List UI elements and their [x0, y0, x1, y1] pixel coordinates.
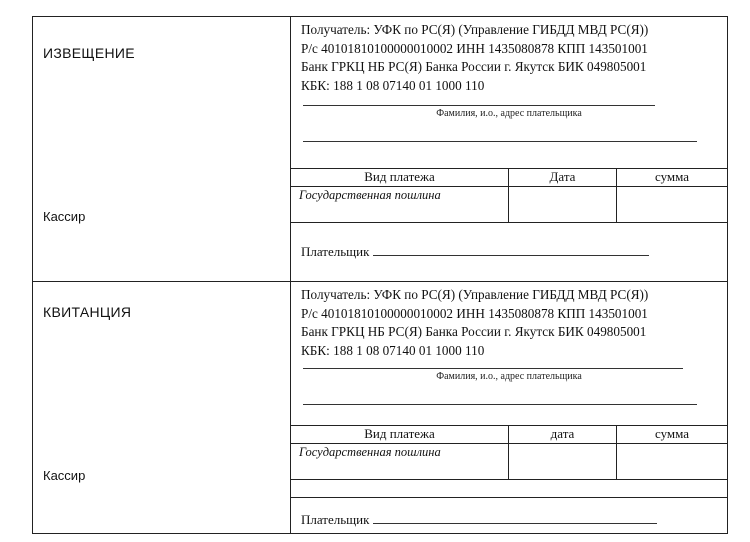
notice-sum-cell[interactable] [617, 187, 727, 222]
notice-payer-row [301, 243, 649, 260]
notice-payer-label: Плательщик [301, 244, 370, 259]
notice-cashier-label: Кассир [43, 209, 86, 224]
notice-recipient-details [301, 21, 648, 95]
notice-kbk-line: КБК: 188 1 08 07140 01 1000 110 [301, 77, 485, 93]
notice-account-line: Р/с 40101810100000010002 ИНН 1435080878 КПП 143501001 [301, 40, 648, 56]
notice-col-date: Дата [509, 169, 617, 186]
receipt-account-line: Р/с 40101810100000010002 ИНН 1435080878 КПП 143501001 [301, 305, 648, 321]
receipt-sum-cell[interactable] [617, 444, 727, 479]
receipt-recipient-line: Получатель: УФК по РС(Я) (Управление ГИБДД МВД РС(Я)) [301, 287, 649, 302]
receipt-payer-row [301, 511, 657, 528]
receipt-payment-type: Государственная пошлина [291, 444, 509, 479]
receipt-cashier-label: Кассир [43, 468, 86, 483]
receipt-col-date: дата [509, 426, 617, 443]
payment-form [32, 16, 728, 534]
receipt-payer-caption: Фамилия, и.о., адрес плательщика [436, 371, 582, 382]
notice-table-row [291, 187, 727, 222]
receipt-col-type: Вид платежа [291, 426, 509, 443]
notice-right-column [291, 17, 727, 281]
receipt-date-cell[interactable] [509, 444, 617, 479]
receipt-bank-line: Банк ГРКЦ НБ РС(Я) Банка России г. Якутск БИК 049805001 [301, 324, 647, 339]
receipt-col-sum: сумма [654, 426, 690, 441]
receipt-right-column [291, 282, 727, 534]
notice-section [33, 17, 727, 282]
notice-bank-line: Банк ГРКЦ НБ РС(Я) Банка России г. Якутск БИК 049805001 [301, 59, 647, 74]
notice-payer-name-line[interactable] [303, 105, 655, 106]
receipt-payer-address-line[interactable] [303, 404, 697, 405]
notice-col-sum: сумма [654, 169, 690, 184]
notice-left-column [33, 17, 291, 281]
notice-table-header [291, 169, 727, 187]
notice-title: ИЗВЕЩЕНИЕ [43, 45, 135, 61]
receipt-payment-table [291, 425, 727, 498]
receipt-table-row [291, 444, 727, 480]
notice-payment-table [291, 168, 727, 223]
notice-payment-type: Государственная пошлина [291, 187, 509, 222]
receipt-payer-label: Плательщик [301, 512, 370, 527]
receipt-kbk-line: КБК: 188 1 08 07140 01 1000 110 [301, 342, 485, 358]
notice-col-type: Вид платежа [291, 169, 509, 186]
notice-date-cell[interactable] [509, 187, 617, 222]
receipt-payer-signature-line[interactable] [373, 511, 657, 524]
notice-payer-signature-line[interactable] [373, 243, 649, 256]
notice-recipient-line: Получатель: УФК по РС(Я) (Управление ГИБДД МВД РС(Я)) [301, 22, 649, 37]
notice-payer-address-line[interactable] [303, 141, 697, 142]
receipt-section [33, 282, 727, 534]
receipt-payer-name-line[interactable] [303, 368, 683, 369]
receipt-title: КВИТАНЦИЯ [43, 304, 132, 320]
receipt-table-header [291, 426, 727, 444]
receipt-recipient-details [301, 286, 648, 360]
notice-payer-caption: Фамилия, и.о., адрес плательщика [436, 108, 582, 119]
receipt-left-column [33, 282, 291, 534]
